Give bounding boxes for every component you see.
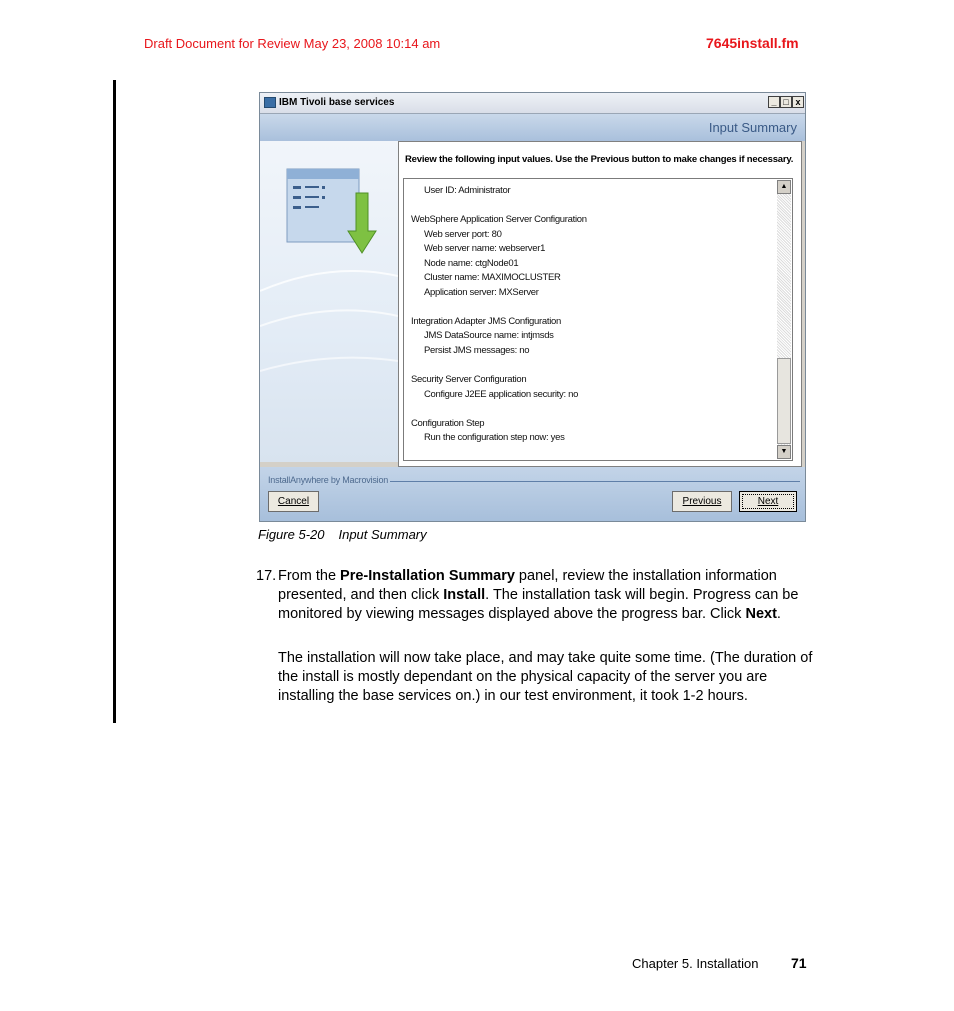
summary-line [411,402,587,417]
previous-button[interactable]: Previous [672,491,732,512]
minimize-icon[interactable]: _ [768,96,780,108]
step-text-run: . The installation task will begin. Progress can be monitored by viewing messages displayed above the progress bar. Click [278,587,799,622]
step-text-run: panel, review the installation information presented, and then click [278,568,777,603]
draft-notice: Draft Document for Review May 23, 2008 10:14 am [144,36,441,51]
summary-textbox[interactable] [403,178,793,461]
summary-line: Cluster name: MAXIMOCLUSTER [424,272,561,284]
maximize-icon[interactable]: □ [780,96,792,108]
figure-caption [258,527,427,542]
summary-line: Persist JMS messages: no [424,345,530,357]
summary-line [411,300,587,315]
installer-window-screenshot [259,92,806,522]
panel-title: Input Summary [708,120,797,135]
summary-line: Configuration Step [411,417,485,429]
button-bar [260,467,805,521]
bold-term: Pre-Installation Summary [340,568,515,584]
window-title: IBM Tivoli base services [279,97,395,108]
summary-line [411,199,587,214]
divider [390,481,800,482]
step-text-run: From the [278,568,341,584]
vertical-scrollbar[interactable] [777,180,791,459]
step-text [278,567,816,624]
summary-line: JMS DataSource name: intjmsds [424,330,554,342]
window-titlebar [260,93,805,114]
summary-line: Web server name: webserver1 [424,243,546,255]
body-paragraph: The installation will now take place, and may take quite some time. (The duration of the install is mostly dependant on the physical capacity of the server you are installing the base services on.) in our test environment, it took 1-2 hours. [278,650,813,704]
instruction-text: Review the following input values. Use the Previous button to make changes if necessary. [405,154,794,165]
summary-line: Integration Adapter JMS Configuration [411,315,561,327]
close-icon[interactable]: x [792,96,804,108]
bold-term: Next [745,606,777,622]
step-17 [256,567,816,624]
summary-line: Application server: MXServer [424,286,539,298]
next-button[interactable]: Next [739,491,797,512]
summary-line: Security Server Configuration [411,374,527,386]
bold-term: Install [443,587,486,603]
figure-number: Figure 5-20 [258,527,325,542]
installer-branding: InstallAnywhere by Macrovision [268,475,389,485]
scroll-down-icon[interactable]: ▼ [777,445,791,459]
summary-line: WebSphere Application Server Configuration [411,214,587,226]
page-number: 71 [791,955,807,971]
side-graphic [260,141,398,462]
change-bar [113,80,116,723]
app-icon [264,97,276,108]
cancel-button[interactable]: Cancel [268,491,319,512]
scroll-up-icon[interactable]: ▲ [777,180,791,194]
summary-line: User ID: Administrator [424,185,511,196]
chapter-footer: Chapter 5. Installation [632,956,759,971]
summary-lines [411,184,587,446]
step-number: 17. [256,568,277,584]
summary-line: Node name: ctgNode01 [424,257,519,269]
summary-line: Configure J2EE application security: no [424,388,579,400]
summary-line: Run the configuration step now: yes [424,432,565,444]
header-banner [260,114,805,141]
step-text-run: . [776,606,781,622]
figure-title: Input Summary [338,527,427,542]
summary-line: Web server port: 80 [424,228,502,240]
summary-panel [398,141,802,467]
install-graphic-icon [260,141,398,462]
scroll-thumb[interactable] [777,358,791,444]
file-name: 7645install.fm [706,35,799,51]
summary-line [411,359,587,374]
